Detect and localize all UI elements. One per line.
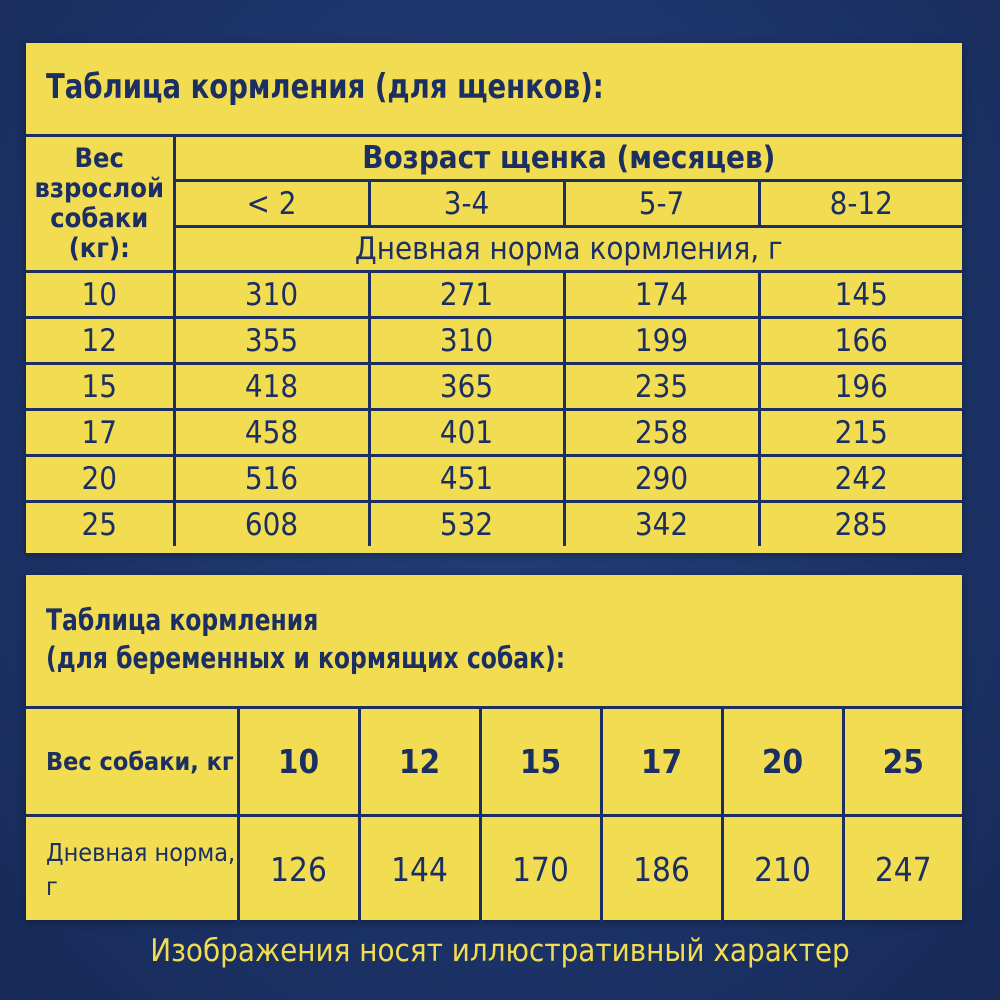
value-cell: 608 xyxy=(174,502,369,547)
table-row xyxy=(26,816,962,923)
norm-cell: 210 xyxy=(722,816,843,923)
puppy-feeding-table xyxy=(26,134,962,546)
weight-cell: 15 xyxy=(26,364,174,410)
pregnant-title-line-2: (для беременных и кормящих собак): xyxy=(46,641,566,675)
value-cell: 258 xyxy=(564,410,759,456)
daily-norm-label: Дневная норма, г xyxy=(26,816,238,923)
adult-weight-header: Вес взрослой собаки (кг): xyxy=(26,136,174,272)
value-cell: 310 xyxy=(369,318,564,364)
value-cell: 458 xyxy=(174,410,369,456)
age-group-cell: 3-4 xyxy=(369,181,564,227)
norm-cell: 247 xyxy=(843,816,962,923)
weight-cell: 20 xyxy=(26,456,174,502)
puppy-feeding-panel xyxy=(26,43,962,553)
value-cell: 166 xyxy=(759,318,962,364)
weight-cell: 25 xyxy=(843,708,962,816)
illustrative-disclaimer: Изображения носят иллюстративный характер xyxy=(150,933,850,969)
pregnant-table-title xyxy=(46,601,565,677)
weight-cell: 10 xyxy=(238,708,359,816)
daily-norm-header: Дневная норма кормления, г xyxy=(174,227,962,272)
norm-cell: 186 xyxy=(601,816,722,923)
value-cell: 532 xyxy=(369,502,564,547)
pregnant-feeding-panel xyxy=(26,575,962,920)
weight-cell: 12 xyxy=(359,708,480,816)
table-row xyxy=(26,456,962,502)
weight-cell: 25 xyxy=(26,502,174,547)
norm-cell: 170 xyxy=(480,816,601,923)
value-cell: 516 xyxy=(174,456,369,502)
value-cell: 285 xyxy=(759,502,962,547)
value-cell: 418 xyxy=(174,364,369,410)
value-cell: 199 xyxy=(564,318,759,364)
weight-cell: 17 xyxy=(26,410,174,456)
norm-cell: 126 xyxy=(238,816,359,923)
value-cell: 196 xyxy=(759,364,962,410)
table-row xyxy=(26,364,962,410)
puppy-age-header: Возраст щенка (месяцев) xyxy=(174,136,962,181)
value-cell: 401 xyxy=(369,410,564,456)
table-row xyxy=(26,318,962,364)
value-cell: 174 xyxy=(564,272,759,318)
value-cell: 290 xyxy=(564,456,759,502)
age-group-cell: 5-7 xyxy=(564,181,759,227)
table-row xyxy=(26,272,962,318)
age-group-cell: 8-12 xyxy=(759,181,962,227)
weight-cell: 20 xyxy=(722,708,843,816)
weight-cell: 15 xyxy=(480,708,601,816)
weight-cell: 12 xyxy=(26,318,174,364)
dog-weight-label: Вес собаки, кг xyxy=(26,708,238,816)
value-cell: 342 xyxy=(564,502,759,547)
value-cell: 365 xyxy=(369,364,564,410)
value-cell: 355 xyxy=(174,318,369,364)
value-cell: 271 xyxy=(369,272,564,318)
pregnant-feeding-table xyxy=(26,706,962,922)
value-cell: 451 xyxy=(369,456,564,502)
pregnant-title-line-1: Таблица кормления xyxy=(46,603,319,637)
value-cell: 145 xyxy=(759,272,962,318)
table-row xyxy=(26,410,962,456)
value-cell: 235 xyxy=(564,364,759,410)
value-cell: 242 xyxy=(759,456,962,502)
weight-cell: 10 xyxy=(26,272,174,318)
age-group-cell: < 2 xyxy=(174,181,369,227)
value-cell: 310 xyxy=(174,272,369,318)
norm-cell: 144 xyxy=(359,816,480,923)
weight-cell: 17 xyxy=(601,708,722,816)
table-row xyxy=(26,502,962,547)
value-cell: 215 xyxy=(759,410,962,456)
puppy-table-title: Таблица кормления (для щенков): xyxy=(46,67,604,107)
table-row xyxy=(26,708,962,816)
